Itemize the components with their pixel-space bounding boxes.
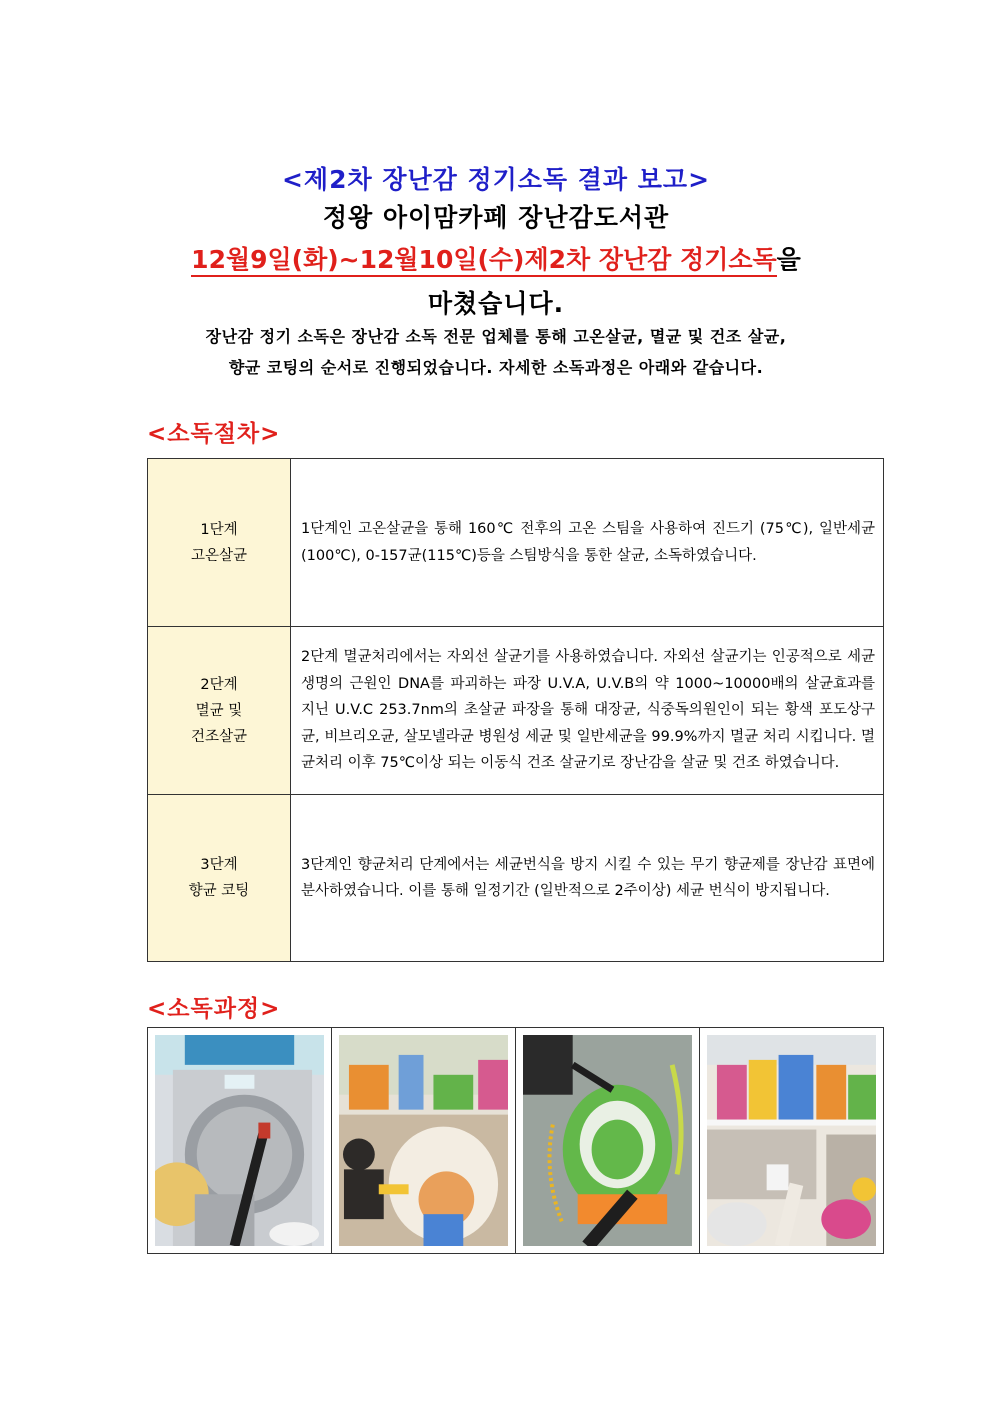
process-heading: <소독과정> (147, 996, 281, 1022)
step-name: 고온살균 (190, 547, 248, 564)
toy-room-steam-photo (339, 1035, 508, 1246)
intro-line-1: 장난감 정기 소독은 장난감 소독 전문 업체를 통해 고온살균, 멸균 및 건조 살균, (205, 327, 787, 346)
intro-line-2: 향균 코팅의 순서로 진행되었습니다. 자세한 소독과정은 아래와 같습니다. (228, 358, 764, 377)
report-title: <제2차 장난감 정기소독 결과 보고> (281, 165, 711, 194)
step-description: 3단계인 향균처리 단계에서는 세균번식을 방지 시킬 수 있는 무기 향균제를 장난감 표면에 분사하였습니다. 이를 통해 일정기간 (일반적으로 2주이상) 세균 번식이 방지됩니다. (291, 795, 884, 962)
step-name: 멸균 및 (195, 702, 243, 719)
report-subtitle: 정왕 아이맘카페 장난감도서관 (322, 203, 670, 232)
procedure-table (147, 458, 884, 962)
step-label (148, 459, 291, 627)
step-description: 1단계인 고온살균을 통해 160℃ 전후의 고온 스팀을 사용하여 진드기 (75℃), 일반세균(100℃), 0-157균(115℃)등을 스팀방식을 통한 살균, 소독하였습니다. (291, 459, 884, 627)
step-number: 1단계 (200, 521, 238, 538)
completion-text: 마쳤습니다. (427, 289, 565, 318)
table-row (148, 627, 884, 795)
step-number: 2단계 (200, 676, 238, 693)
steam-cleaning-drum-photo (155, 1035, 324, 1246)
photo-cell (148, 1028, 332, 1253)
table-row (148, 459, 884, 627)
step-label (148, 795, 291, 962)
photo-cell (516, 1028, 700, 1253)
step-label (148, 627, 291, 795)
date-line-suffix: 을 (776, 245, 801, 274)
table-row (148, 795, 884, 962)
toy-shelves-spray-photo (707, 1035, 876, 1246)
green-toy-steam-photo (523, 1035, 692, 1246)
photo-cell (700, 1028, 883, 1253)
step-name-cont: 건조살균 (190, 728, 248, 745)
date-line (0, 240, 992, 276)
procedure-heading: <소독절차> (147, 421, 281, 447)
step-number: 3단계 (200, 857, 238, 873)
process-photo-strip (147, 1027, 884, 1254)
date-line-highlight: 12월9일(화)~12월10일(수)제2차 장난감 정기소독 (191, 245, 776, 277)
step-description: 2단계 멸균처리에서는 자외선 살균기를 사용하였습니다. 자외선 살균기는 인공적으로 세균 생명의 근원인 DNA를 파괴하는 파장 U.V.A, U.V.B의 약 1000~10000배의 살균효과를 지닌 U.V.C 253.7nm의 초살균 파장을 통해 대장균, 식중독의원인이 되는 황색 포도상구균, 비브리오균, 살모넬라균 병원성 세균 및 일반세균을 99.9%까지 멸균 처리 시킵니다. 멸균처리 이후 75℃이상 되는 이동식 건조 살균기로 장난감을 살균 및 건조 하였습니다. (291, 627, 884, 795)
step-name: 향균 코팅 (188, 883, 250, 899)
photo-cell (332, 1028, 516, 1253)
